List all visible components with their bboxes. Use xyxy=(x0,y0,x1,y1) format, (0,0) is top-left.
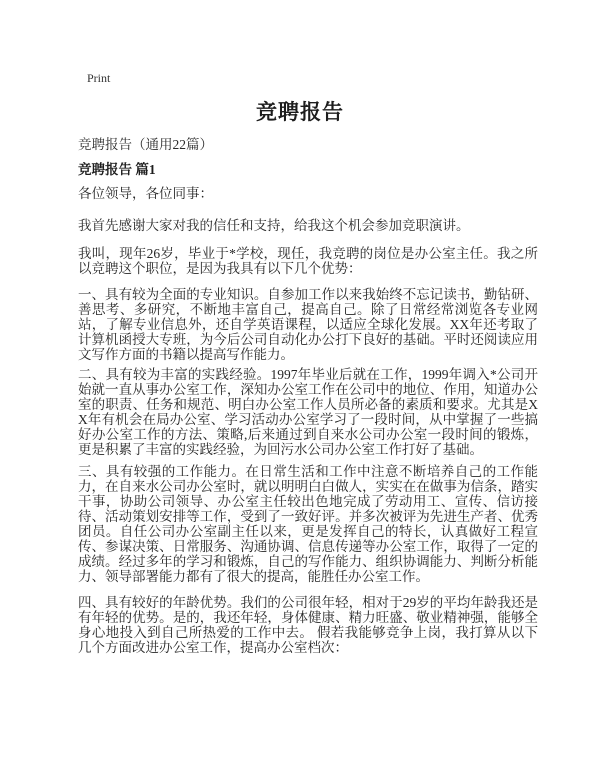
paragraph-advantage-3: 三、具有较强的工作能力。在日常生活和工作中注意不断培养自己的工作能力，在自来水公司办公室时，就以明明白白做人，实实在在做事为信条，踏实干事，协助公司领导、办公室主任较出色地完成了劳动用工、宣传、信访接待、活动策划安排等工作，受到了一致好评。并多次被评为先进生产者、优秀团员。自任公司办公室副主任以来，更是发挥自己的特长，认真做好工程宣传、参谋决策、日常服务、沟通协调、信息传递等办公室工作，取得了一定的成绩。经过多年的学习和锻炼，自己的写作能力、组织协调能力、判断分析能力、领导部署能力都有了很大的提高，能胜任办公室工作。 xyxy=(78,464,538,584)
paragraph-advantage-2: 二、具有较为丰富的实践经验。1997年毕业后就在工作，1999年调入*公司开始就一直从事办公室工作，深知办公室工作在公司中的地位、作用，知道办公室的职责、任务和规范、明白办公室工作人员所必备的素质和要求。尤其是XX年有机会在局办公室、学习活动办公室学习了一段时间，从中掌握了一些搞好办公室工作的方法、策略,后来通过到自来水公司办公室一段时间的锻炼，更是积累了丰富的实践经验，为回污水公司办公室工作打好了基础。 xyxy=(78,367,538,457)
paragraph-advantage-4: 四、具有较好的年龄优势。我们的公司很年轻，相对于29岁的平均年龄我还是有年轻的优势。是的，我还年轻，身体健康、精力旺盛、敬业精神强，能够全身心地投入到自己所热爱的工作中去。 假若我能够竞争上岗，我打算从以下几个方面改进办公室工作，提高办公室档次： xyxy=(78,595,538,655)
section-heading: 竞聘报告 篇1 xyxy=(78,162,156,177)
paragraph-intro: 我叫，现年26岁，毕业于*学校，现任，我竞聘的岗位是办公室主任。我之所以竞聘这个职位，是因为我具有以下几个优势： xyxy=(78,246,538,276)
print-button[interactable]: Print xyxy=(87,71,111,85)
paragraph-thanks: 我首先感谢大家对我的信任和支持，给我这个机会参加竞职演讲。 xyxy=(78,218,470,233)
page-title: 竞聘报告 xyxy=(256,100,344,124)
paragraph-greeting: 各位领导，各位同事： xyxy=(78,186,213,201)
collection-line: 竞聘报告（通用22篇） xyxy=(78,137,213,152)
paragraph-advantage-1: 一、具有较为全面的专业知识。自参加工作以来我始终不忘记读书，勤钻研、善思考、多研究，不断地丰富自己，提高自己。除了日常经常浏览各专业网站，了解专业信息外，还自学英语课程，以适应全球化发展。XX年还考取了计算机函授大专班，为今后公司自动化办公打下良好的基础。平时还阅读应用文写作方面的书籍以提高写作能力。 xyxy=(78,287,538,362)
